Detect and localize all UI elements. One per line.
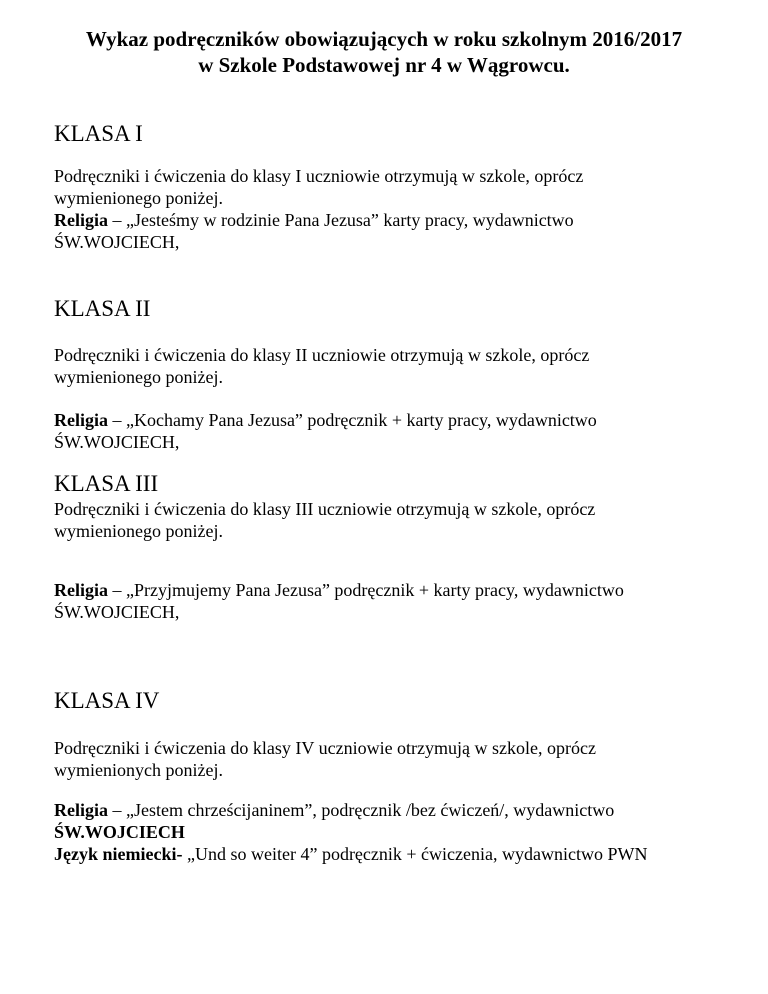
klasa-2-intro-line-2: wymienionego poniżej. xyxy=(54,367,223,387)
klasa-4-subjects xyxy=(54,799,744,865)
title-line-2: w Szkole Podstawowej nr 4 w Wągrowcu. xyxy=(198,53,570,77)
klasa-1-intro-line-1: Podręczniki i ćwiczenia do klasy I uczniowie otrzymują w szkole, oprócz xyxy=(54,166,584,186)
title-line-1: Wykaz podręczników obowiązujących w roku szkolnym 2016/2017 xyxy=(85,27,683,51)
heading-klasa-2: KLASA II xyxy=(54,296,151,321)
klasa-4-intro xyxy=(54,737,744,781)
klasa-4-intro-line-1: Podręczniki i ćwiczenia do klasy IV uczniowie otrzymują w szkole, oprócz xyxy=(54,738,596,758)
klasa-2-religia-block xyxy=(54,409,744,453)
klasa-1-religia xyxy=(54,209,744,231)
klasa-3-religia-label: Religia xyxy=(54,580,108,600)
klasa-3-religia-publisher: ŚW.WOJCIECH, xyxy=(54,602,180,622)
klasa-3-religia xyxy=(54,579,744,601)
klasa-4-intro-line-2: wymienionych poniżej. xyxy=(54,760,223,780)
klasa-4-niemiecki xyxy=(54,843,744,865)
klasa-4-religia-text: – „Jestem chrześcijaninem”, podręcznik /bez ćwiczeń/, wydawnictwo xyxy=(108,800,615,820)
document-title xyxy=(0,26,768,78)
klasa-2-intro xyxy=(54,344,744,388)
klasa-2-religia-label: Religia xyxy=(54,410,108,430)
heading-klasa-1: KLASA I xyxy=(54,121,143,146)
klasa-2-religia xyxy=(54,409,744,431)
heading-klasa-4: KLASA IV xyxy=(54,688,160,713)
klasa-4-religia-publisher: ŚW.WOJCIECH xyxy=(54,822,185,842)
klasa-3-intro-line-1: Podręczniki i ćwiczenia do klasy III uczniowie otrzymują w szkole, oprócz xyxy=(54,499,596,519)
klasa-4-religia-label: Religia xyxy=(54,800,108,820)
klasa-3-intro-line-2: wymienionego poniżej. xyxy=(54,521,223,541)
klasa-1-religia-label: Religia xyxy=(54,210,108,230)
klasa-1-intro-line-2: wymienionego poniżej. xyxy=(54,188,223,208)
klasa-4-religia xyxy=(54,799,744,821)
klasa-1-religia-text: – „Jesteśmy w rodzinie Pana Jezusa” karty pracy, wydawnictwo xyxy=(108,210,574,230)
heading-klasa-3: KLASA III xyxy=(54,471,159,496)
klasa-2-religia-text: – „Kochamy Pana Jezusa” podręcznik + karty pracy, wydawnictwo xyxy=(108,410,597,430)
klasa-2-religia-publisher: ŚW.WOJCIECH, xyxy=(54,432,180,452)
klasa-3-intro xyxy=(54,498,744,542)
klasa-1-religia-publisher: ŚW.WOJCIECH, xyxy=(54,232,180,252)
klasa-3-religia-block xyxy=(54,579,744,623)
klasa-2-intro-line-1: Podręczniki i ćwiczenia do klasy II uczniowie otrzymują w szkole, oprócz xyxy=(54,345,590,365)
klasa-4-niemiecki-label: Język niemiecki- xyxy=(54,844,183,864)
klasa-3-religia-text: – „Przyjmujemy Pana Jezusa” podręcznik + karty pracy, wydawnictwo xyxy=(108,580,624,600)
klasa-4-niemiecki-text: „Und so weiter 4” podręcznik + ćwiczenia, wydawnictwo PWN xyxy=(182,844,648,864)
klasa-1-intro xyxy=(54,165,744,253)
